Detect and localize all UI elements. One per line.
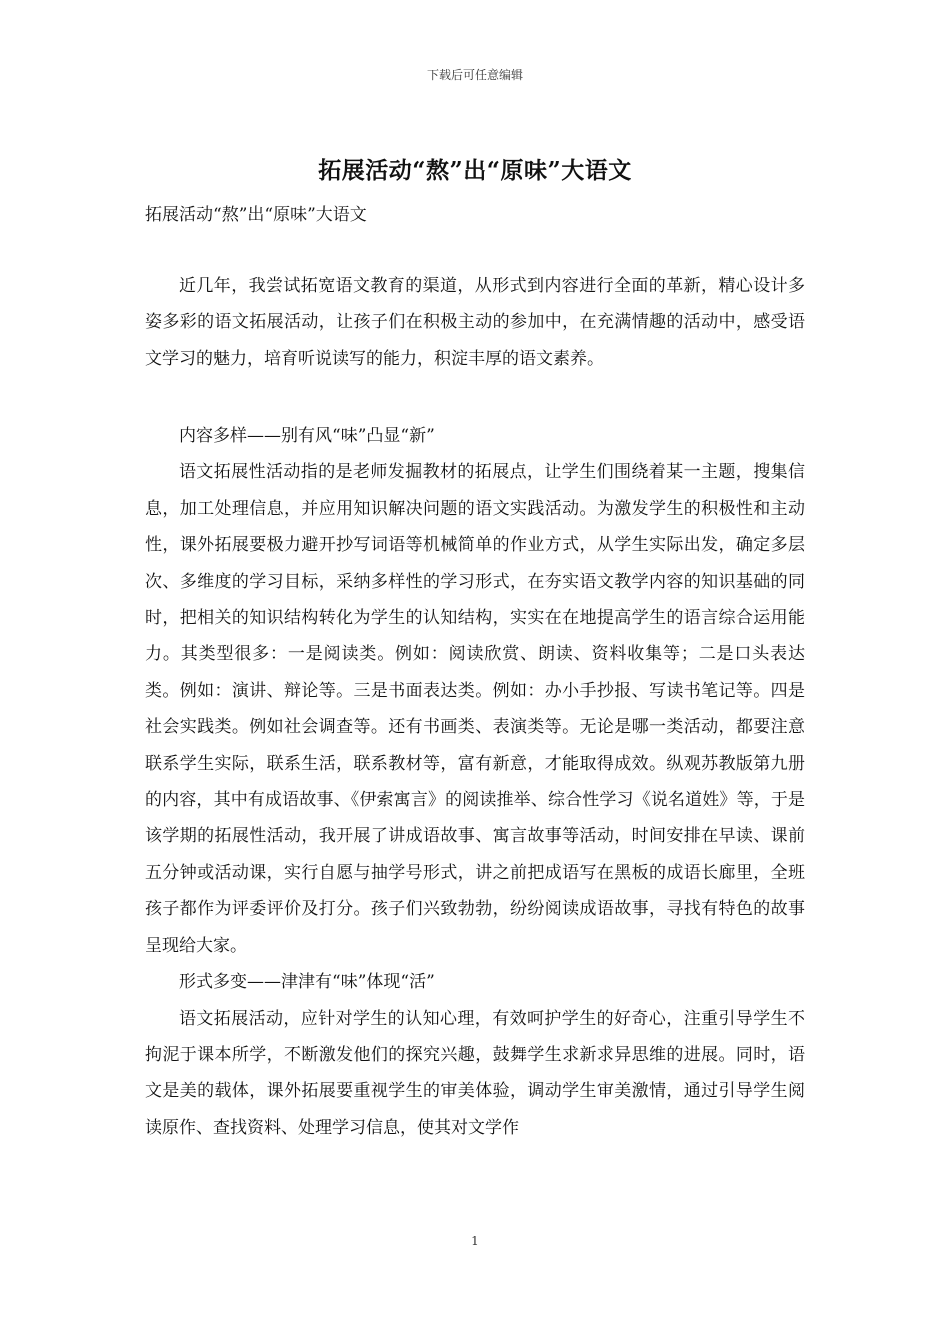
intro-section [145, 268, 805, 377]
section-heading-form: 形式多变——津津有“味”体现“活” [179, 972, 435, 993]
section-heading-content: 内容多样——别有风“味”凸显“新” [179, 426, 435, 446]
document-subtitle: 拓展活动“熬”出“原味”大语文 [145, 205, 367, 225]
intro-paragraph: 近几年，我尝试拓宽语文教育的渠道，从形式到内容进行全面的革新，精心设计多姿多彩的语文拓展活动，让孩子们在积极主动的参加中，在充满情趣的活动中，感受语文学习的魅力，培育听说读写的能力，积淀丰厚的语文素养。 [145, 276, 805, 369]
page-number: 1 [471, 1234, 479, 1248]
body-section [145, 418, 805, 1146]
section-paragraph-form: 语文拓展活动，应针对学生的认知心理，有效呵护学生的好奇心，注重引导学生不拘泥于课本所学，不断激发他们的探究兴趣，鼓舞学生求新求异思维的进展。同时，语文是美的载体，课外拓展要重视学生的审美体验，调动学生审美激情，通过引导学生阅读原作、查找资料、处理学习信息，使其对文学作 [145, 1008, 805, 1138]
page-header-note: 下载后可任意编辑 [426, 68, 523, 82]
document-title: 拓展活动“熬”出“原味”大语文 [318, 157, 632, 184]
section-paragraph-content: 语文拓展性活动指的是老师发掘教材的拓展点，让学生们围绕着某一主题，搜集信息，加工处理信息，并应用知识解决问题的语文实践活动。为激发学生的积极性和主动性，课外拓展要极力避开抄写词语等机械简单的作业方式，从学生实际出发，确定多层次、多维度的学习目标，采纳多样性的学习形式，在夯实语文教学内容的知识基础的同时，把相关的知识结构转化为学生的认知结构，实实在在地提高学生的语言综合运用能力。其类型很多：一是阅读类。例如：阅读欣赏、朗读、资料收集等；二是口头表达类。例如：演讲、辩论等。三是书面表达类。例如：办小手抄报、写读书笔记等。四是社会实践类。例如社会调查等。还有书画类、表演类等。无论是哪一类活动，都要注意联系学生实际，联系生活，联系教材等，富有新意，才能取得成效。纵观苏教版第九册的内容，其中有成语故事、《伊索寓言》的阅读推举、综合性学习《说名道姓》等，于是该学期的拓展性活动，我开展了讲成语故事、寓言故事等活动，时间安排在早读、课前五分钟或活动课，实行自愿与抽学号形式，讲之前把成语写在黑板的成语长廊里，全班孩子都作为评委评价及打分。孩子们兴致勃勃，纷纷阅读成语故事，寻找有特色的故事呈现给大家。 [145, 462, 805, 956]
